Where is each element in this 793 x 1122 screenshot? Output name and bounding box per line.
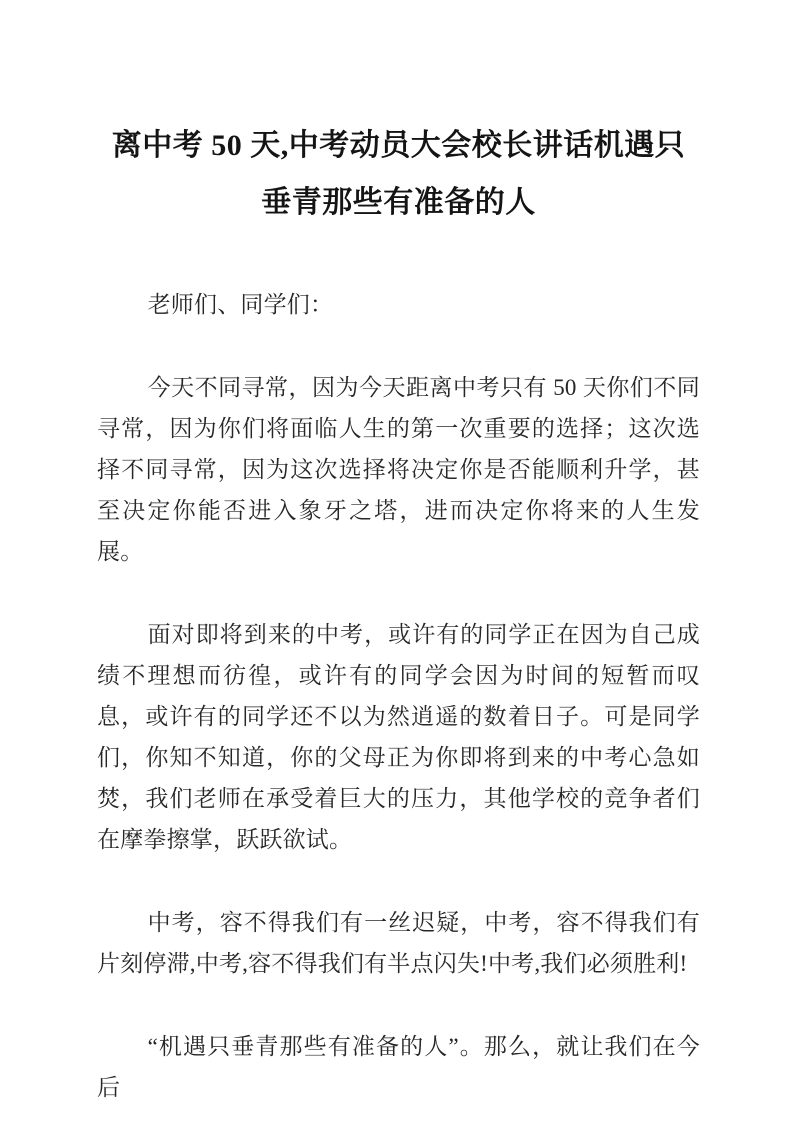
paragraph-2: 面对即将到来的中考，或许有的同学正在因为自己成绩不理想而彷徨，或许有的同学会因为时间的短暂而叹息，或许有的同学还不以为然逍遥的数着日子。可是同学们，你知不知道，你的父母正为你即将到来的中考心急如焚，我们老师在承受着巨大的压力，其他学校的竞争者们在摩拳擦掌，跃跃欲试。 — [97, 622, 700, 852]
title-line-2: 垂青那些有准备的人 — [261, 186, 536, 219]
paragraph-4: “机遇只垂青那些有准备的人”。那么，就让我们在今后 — [97, 1034, 700, 1100]
document-title — [97, 117, 700, 231]
paragraph-3: 中考，容不得我们有一丝迟疑，中考，容不得我们有片刻停滞,中考,容不得我们有半点闪失!中考,我们必须胜利! — [97, 910, 700, 976]
title-line-1: 离中考 50 天,中考动员大会校长讲话机遇只 — [111, 129, 686, 162]
paragraph-1: 今天不同寻常，因为今天距离中考只有 50 天你们不同寻常，因为你们将面临人生的第一次重要的选择；这次选择不同寻常，因为这次选择将决定你是否能顺利升学，甚至决定你能否进入象牙之塔，进而决定你将来的人生发展。 — [97, 375, 700, 564]
greeting-line: 老师们、同学们： — [147, 292, 334, 317]
